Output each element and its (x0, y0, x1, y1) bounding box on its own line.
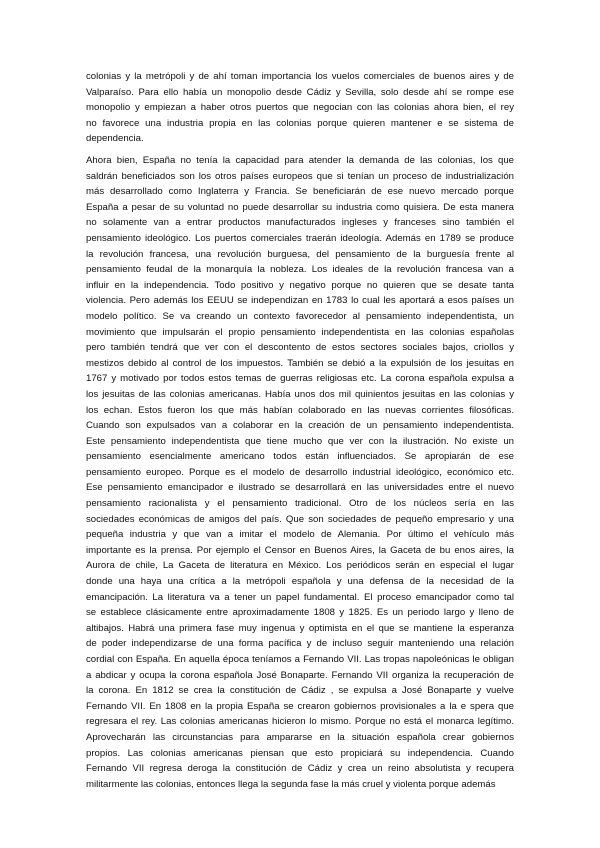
text-line: Aprovecharán las circunstancias para ampararse en la situación española crear gobiernos (86, 731, 514, 743)
text-line: España a pesar de su voluntad no puede desarrollar su industria como quisiera. De esta manera (86, 201, 514, 213)
text-line: importante es la prensa. Por ejemplo el Censor en Buenos Aires, la Gaceta de bu enos aires, la (86, 544, 514, 556)
text-line: propios. Las colonias americanas piensan que esto propiciará su independencia. Cuando (86, 747, 514, 759)
text-line: los jesuitas de las colonias americanas. Había unos dos mil quinientos jesuitas en las colonias y (86, 388, 514, 400)
text-line: emancipación. La literatura va a tener un papel fundamental. El proceso emancipador como tal (86, 591, 514, 603)
paragraph-independence-context (86, 153, 514, 792)
text-line: Aurora de chile, La Gaceta de literatura en México. Los periódicos serán en especial el lugar (86, 560, 514, 572)
text-line: pensamiento esencialmente americano todos están influenciados. Se apropiarán de ese (86, 451, 514, 463)
text-line: violencia. Pero además los EEUU se independizan en 1783 lo cual les aportará a esos países un (86, 295, 514, 307)
text-line: pensamiento racionalista y el pensamiento tradicional. Otro de los núcleos sería en las (86, 498, 514, 510)
text-line: de poder independizarse de una forma pacífica y de incluso seguir manteniendo una relación (86, 638, 514, 650)
text-line: movimiento que impulsarán el propio pensamiento independentista en las colonias españolas (86, 326, 514, 338)
text-line: militarmente las colonias, entonces llega la segunda fase la más cruel y violenta porque además (86, 778, 496, 790)
text-line: dependencia. (86, 133, 144, 145)
text-line: cordial con España. En aquella época teníamos a Fernando VII. Las tropas napoleónicas le obligan (86, 654, 514, 665)
text-line: colonias y la metrópoli y de ahí toman importancia los vuelos comerciales de buenos aires y de (86, 71, 514, 82)
text-line: sociedades económicas de amigos del país. Que son sociedades de pequeño empresario y una (86, 513, 514, 525)
text-line: se establece clásicamente entre aproximadamente 1808 y 1825. Es un periodo largo y lleno de (86, 607, 514, 619)
text-line: Ese pensamiento emancipador e ilustrado se desarrollará en las universidades entre el nuevo (86, 482, 514, 494)
text-line: altibajos. Habrá una primera fase muy ingenua y optimista en el que se mantiene la esperanza (86, 622, 514, 634)
text-line: pensamiento ideológico. Los puertos comerciales traerán ideología. Además en 1789 se produce (86, 232, 514, 244)
text-line: Este pensamiento independentista que tiene mucho que ver con la ilustración. No existe un (86, 435, 514, 447)
text-line: Cuando son expulsados van a colaborar en la creación de un pensamiento independentista. (86, 420, 514, 432)
paragraph-colonial-trade (86, 69, 514, 147)
text-line: mestizos debido al control de los impuestos. También se debió a la expulsión de los jesuitas en (86, 357, 514, 369)
text-line: Ahora bien, España no tenía la capacidad para atender la demanda de las colonias, los que (86, 155, 514, 166)
text-line: Valparaíso. Para ello había un monopolio desde Cádiz y Sevilla, solo desde ahí se rompe ese (86, 86, 514, 98)
text-line: regresara el rey. Las colonias americanas hicieron lo mismo. Porque no está el monarca legítimo. (86, 716, 514, 728)
text-line: saldrán beneficiados son los otros países europeos que si tenían un proceso de industrialización (86, 170, 514, 182)
text-line: pero también tendrá que ver con el descontento de estos sectores sociales bajos, criollos y (86, 342, 514, 354)
text-line: la corona. En 1812 se crea la constitución de Cádiz , se expulsa a José Bonaparte y vuelve (86, 685, 514, 697)
text-line: Fernando VII regresa deroga la constitución de Cádiz y crea un reino absolutista y recupera (86, 763, 514, 775)
text-line: pensamiento europeo. Porque es el modelo de desarrollo industrial ideológico, económico etc. (86, 466, 514, 478)
text-line: no solamente van a entrar productos manufacturados ingleses y franceses sino también el (86, 217, 514, 229)
text-line: la revolución francesa, una revolución burguesa, del pensamiento de la burguesía frente al (86, 248, 514, 260)
text-line: modelo político. Se va creando un contexto favorecedor al pensamiento independentista, un (86, 310, 514, 322)
text-line: Fernando VII. En 1808 en la propia España se crearon gobiernos provisionales a la e spera que (86, 700, 514, 712)
text-line: a abdicar y ocupa la corona española José Bonaparte. Fernando VII organiza la recuperación de (86, 669, 514, 681)
text-line: influir en la independencia. Todo positivo y negativo porque no quieren que se desate tanta (86, 279, 514, 291)
text-line: 1767 y motivado por todos estos temas de guerras religiosas etc. La corona española expulsa a (86, 373, 514, 385)
text-line: pensamiento feudal de la monarquía la nobleza. Los ideales de la revolución francesa van a (86, 264, 514, 276)
text-line: pequeña industria y que van a imitar el modelo de Alemania. Por último el vehículo más (86, 529, 514, 541)
text-line: monopolio y empiezan a haber otros puertos que negocian con las colonias ahora bien, el rey (86, 102, 514, 114)
text-line: más desarrollado como Inglaterra y Francia. Se beneficiarán de ese nuevo mercado porque (86, 186, 514, 198)
text-line: donde una haya una crítica a la metrópoli española y una defensa de la necesidad de la (86, 576, 514, 588)
text-line: los echan. Estos fueron los que más habían colaborado en las nuevas corrientes filosóficas. (86, 404, 514, 416)
text-line: no favorece una industria propia en las colonias porque quieren mantener e se sistema de (86, 117, 514, 129)
